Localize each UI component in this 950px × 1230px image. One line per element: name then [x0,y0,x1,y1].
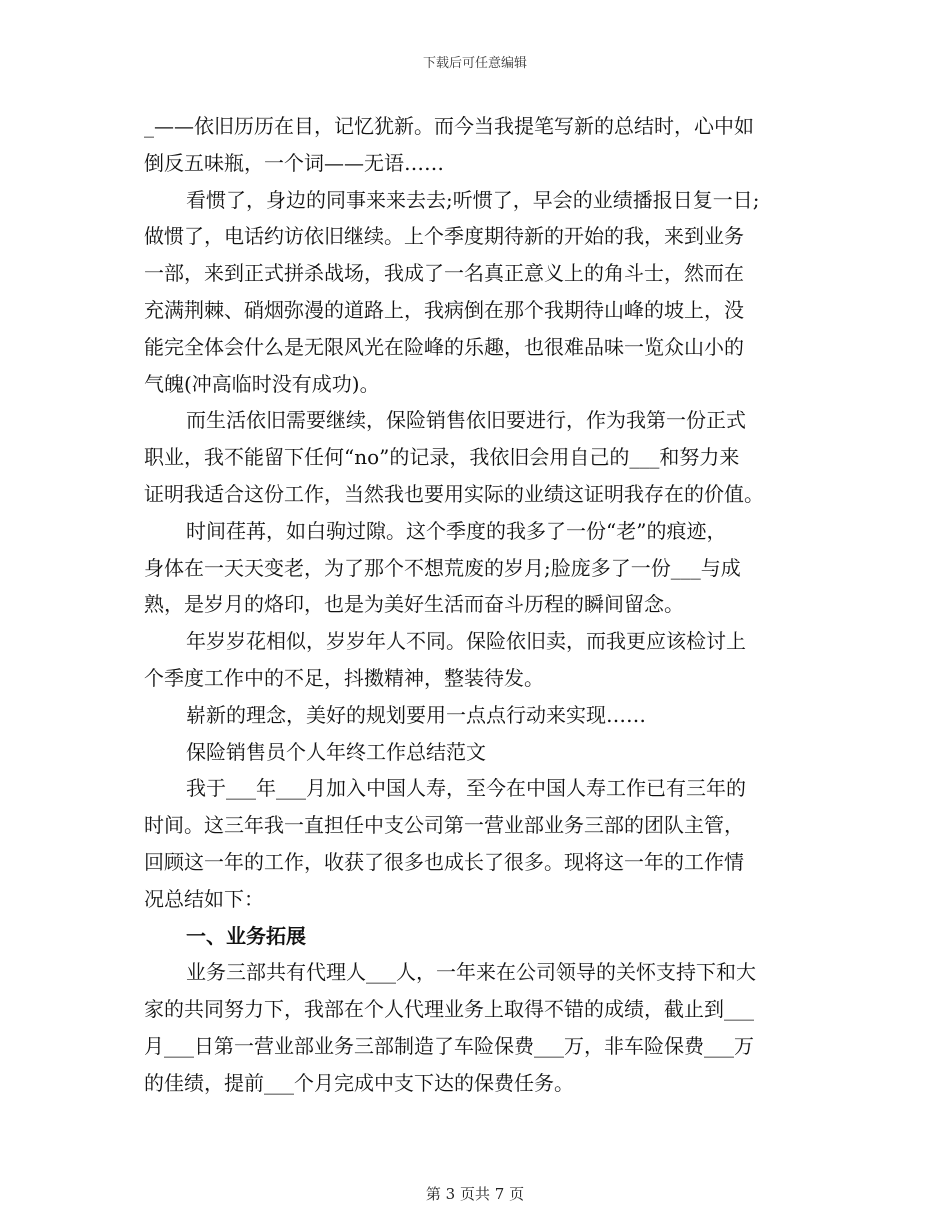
text-line: 充满荆棘、硝烟弥漫的道路上，我病倒在那个我期待山峰的坡上，没 [144,297,744,322]
document-body [144,108,804,1102]
text-line: 证明我适合这份工作，当然我也要用实际的业绩这证明我存在的价值。 [144,481,764,506]
text-line: 看惯了，身边的同事来来去去;听惯了，早会的业绩播报日复一日; [186,187,760,212]
text-line: 回顾这一年的工作，收获了很多也成长了很多。现将这一年的工作情 [144,849,744,874]
text-line: 时间。这三年我一直担任中支公司第一营业部业务三部的团队主管， [144,813,744,838]
text-line: 的佳绩，提前___个月完成中支下达的保费任务。 [144,1070,574,1095]
text-line: 业务三部共有代理人___人，一年来在公司领导的关怀支持下和大 [186,960,756,985]
text-line: 倒反五味瓶，一个词——无语…… [144,150,444,175]
section-heading: 一、业务拓展 [186,923,306,948]
text-line: 一部，来到正式拼杀战场，我成了一名真正意义上的角斗士，然而在 [144,261,744,286]
text-line: 崭新的理念，美好的规划要用一点点行动来实现…… [186,702,646,727]
page-header-note: 下载后可任意编辑 [422,56,527,71]
text-line: 熟，是岁月的烙印，也是为美好生活而奋斗历程的瞬间留念。 [144,592,684,617]
text-line: 家的共同努力下，我部在个人代理业务上取得不错的成绩，截止到___ [144,997,754,1022]
text-line: 我于___年___月加入中国人寿，至今在中国人寿工作已有三年的 [186,776,746,801]
text-line: _——依旧历历在目，记忆犹新。而今当我提笔写新的总结时，心中如 [144,114,754,138]
text-line: 气魄(冲高临时没有成功)。 [144,371,380,396]
text-line: 时间荏苒，如白驹过隙。这个季度的我多了一份“老”的痕迹， [186,518,727,543]
text-line: 做惯了，电话约访依旧继续。上个季度期待新的开始的我，来到业务 [144,224,744,249]
text-line: 保险销售员个人年终工作总结范文 [186,739,486,764]
page-footer-number: 第 3 页共 7 页 [425,1185,525,1203]
text-line: 身体在一天天变老，为了那个不想荒废的岁月;脸庞多了一份___与成 [144,555,741,580]
text-line: 能完全体会什么是无限风光在险峰的乐趣，也很难品味一览众山小的 [144,334,744,359]
text-line: 个季度工作中的不足，抖擞精神，整装待发。 [144,665,544,690]
text-line: 况总结如下： [144,886,264,911]
text-line: 而生活依旧需要继续，保险销售依旧要进行，作为我第一份正式 [186,408,746,433]
text-line: 月___日第一营业部业务三部制造了车险保费___万，非车险保费___万 [144,1033,754,1058]
text-line: 年岁岁花相似，岁岁年人不同。保险依旧卖，而我更应该检讨上 [186,629,746,654]
text-line: 职业，我不能留下任何“no”的记录，我依旧会用自己的___和努力来 [144,445,740,470]
